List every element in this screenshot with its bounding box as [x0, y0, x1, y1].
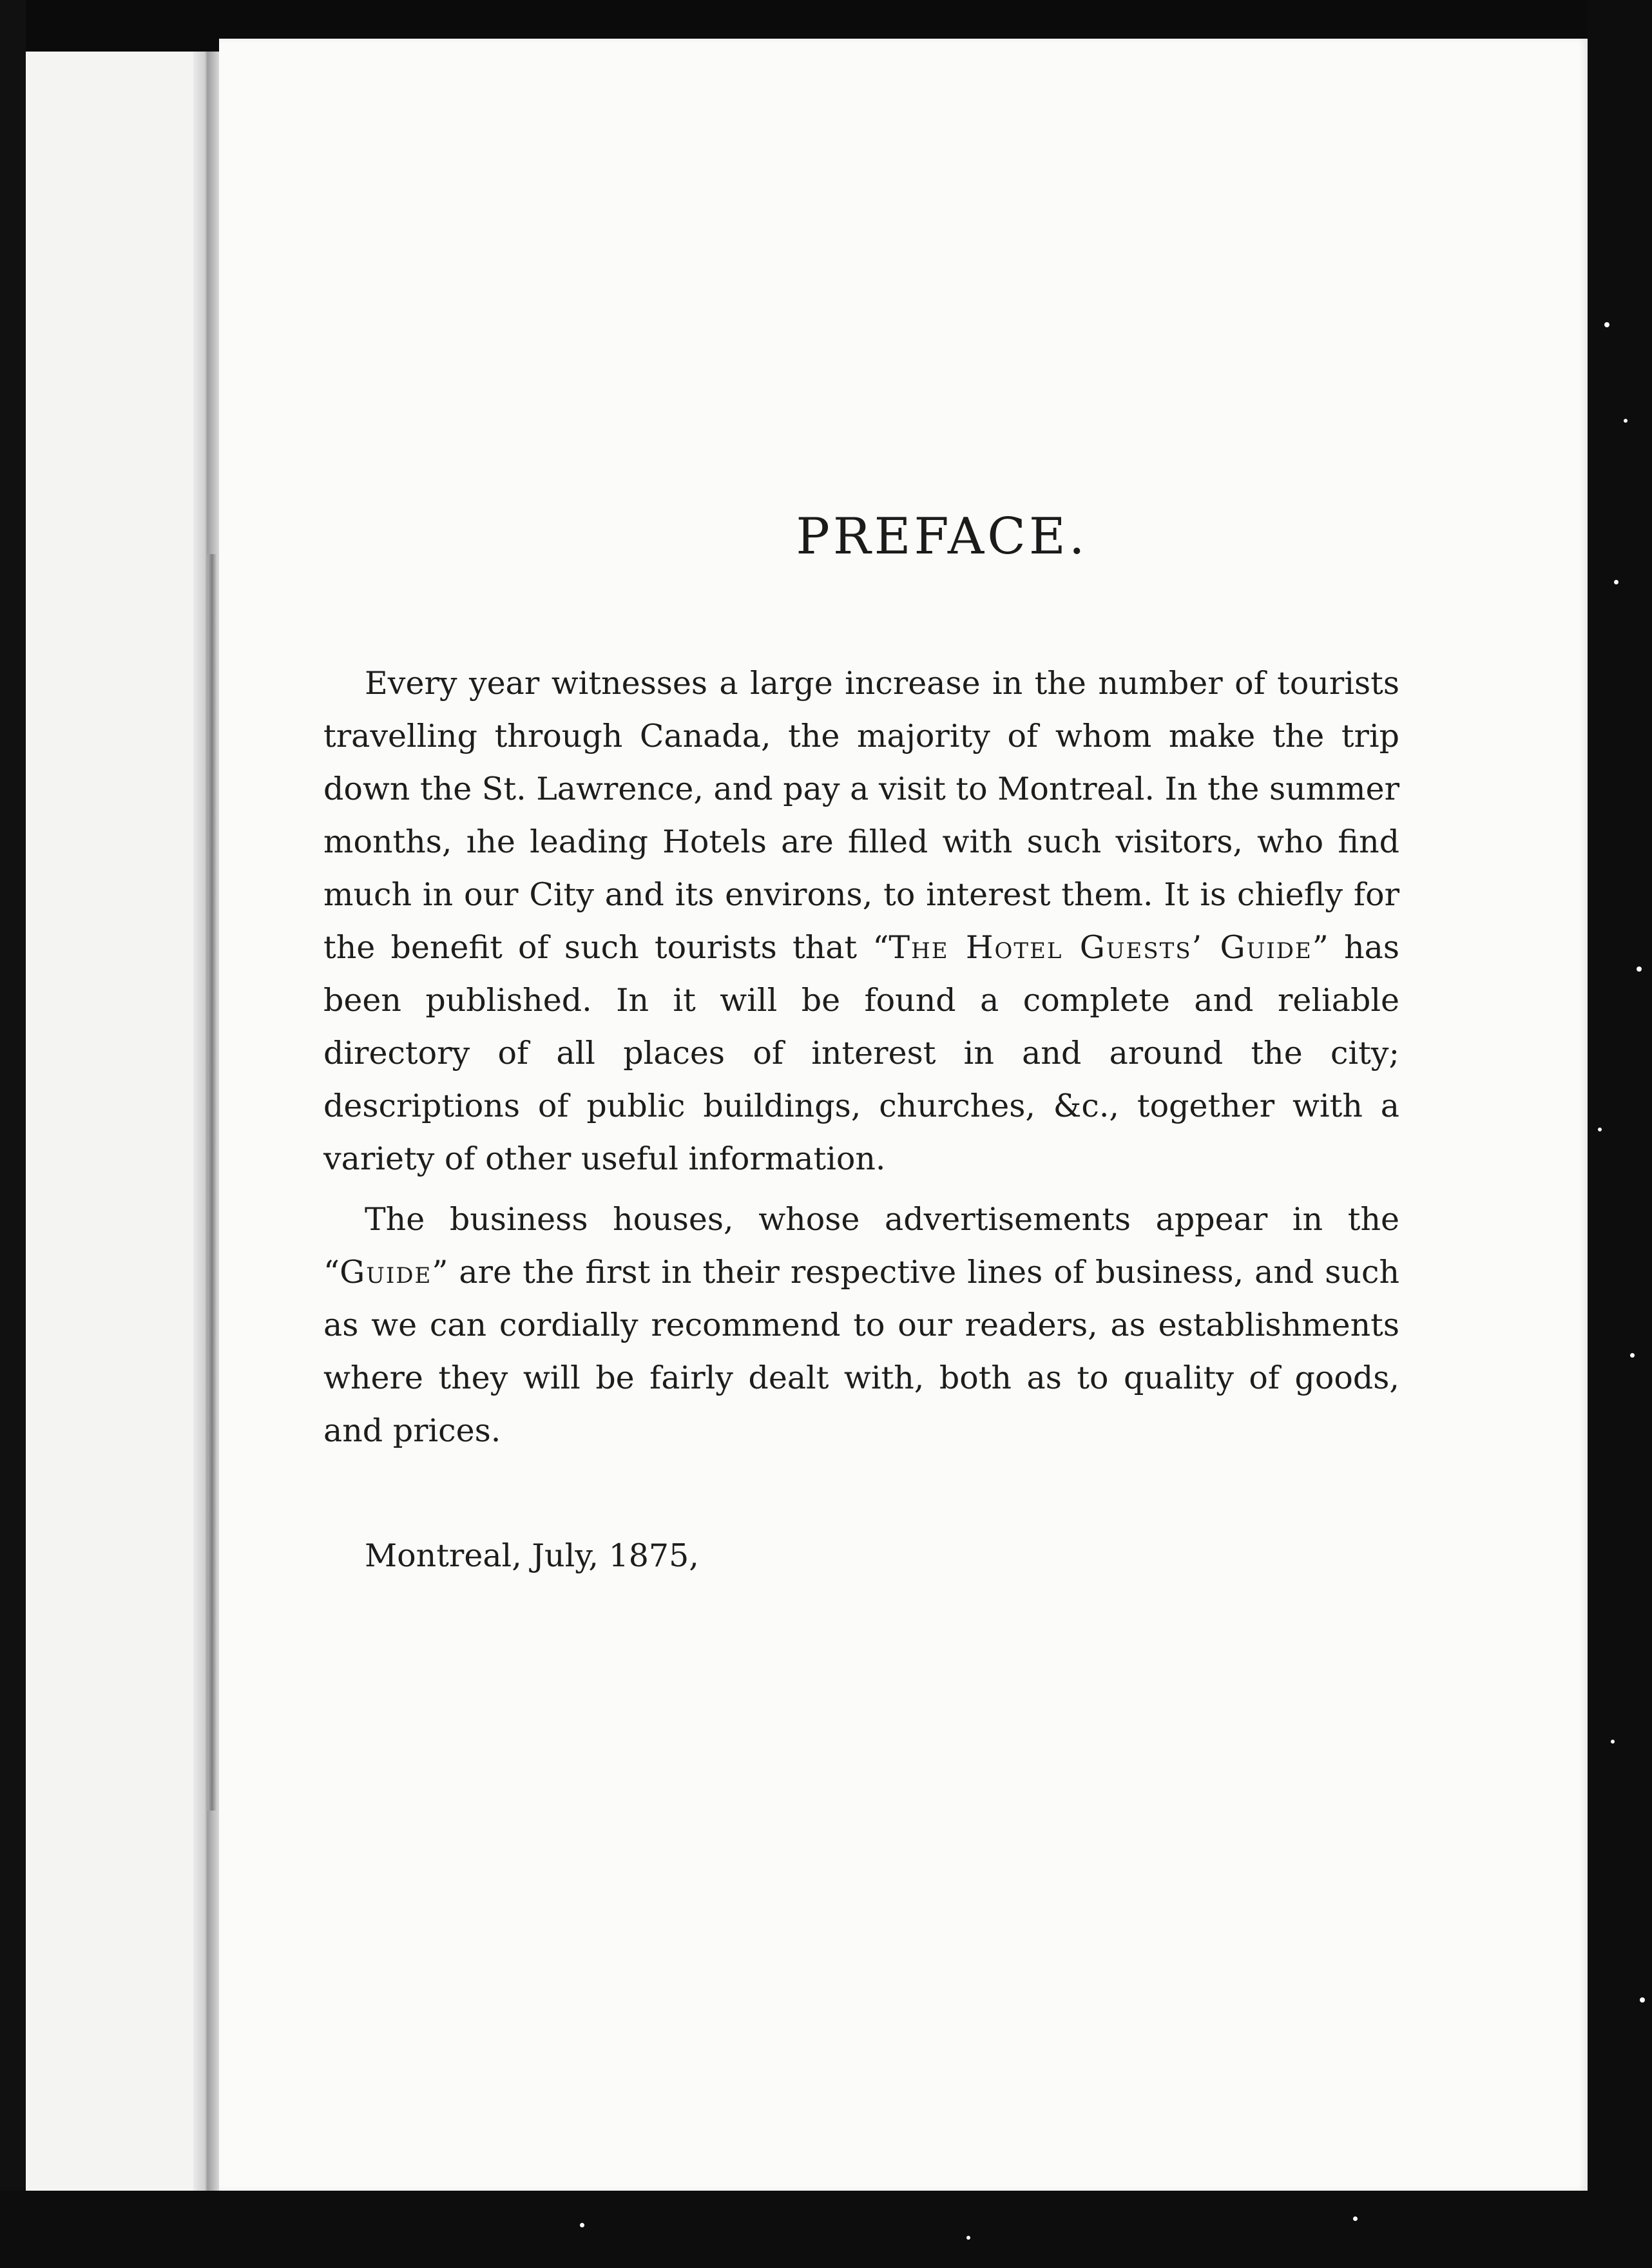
- scan-speck: [1640, 1997, 1645, 2003]
- scan-speck: [1598, 1128, 1602, 1131]
- paragraph-2-part-1: The business houses, whose advertisements appear in the “: [323, 1201, 1399, 1291]
- paragraph-1-part-2: ” has been published. In it will be found a complete and reliable directory of all places of interest in and around the city; descriptions of public buildings, churches, &c., together with a variety of other useful information.: [323, 929, 1399, 1177]
- scan-speck: [966, 2236, 970, 2240]
- guide-title: The Hotel Guests’ Guide: [888, 929, 1312, 966]
- dateline: Montreal, July, 1875,: [365, 1537, 699, 1574]
- paragraph-2: [323, 1193, 1399, 1457]
- scan-border-left: [0, 0, 26, 2268]
- paragraph-1: [323, 657, 1399, 1186]
- scan-speck: [1630, 1353, 1635, 1358]
- paragraph-1-part-1: Every year witnesses a large increase in the number of tourists travelling through Canada, the majority of whom make the trip down the St. Lawrence, and pay a visit to Montreal. In the summer months, ıhe leading Hotels are filled with such visitors, who find much in our City and its environs, to interest them. It is chiefly for the benefit of such tourists that “: [323, 665, 1399, 966]
- scan-speck: [1614, 580, 1618, 584]
- scan-speck: [1637, 966, 1642, 972]
- verso-page-edge: [26, 52, 219, 2216]
- scan-border-bottom: [0, 2191, 1652, 2268]
- document-page: [219, 39, 1588, 2191]
- fold-shadow: [207, 554, 216, 1811]
- body-text: [323, 657, 1399, 1465]
- scan-speck: [1624, 419, 1628, 423]
- scan-speck: [580, 2223, 584, 2227]
- paragraph-2-part-2: ” are the first in their respective lines of business, and such as we can cordially recommend to our readers, as establishments where they will be fairly dealt with, both as to quality of goods, and prices.: [323, 1254, 1399, 1449]
- scan-speck: [1611, 1740, 1615, 1744]
- scan-speck: [1604, 322, 1609, 327]
- guide-short-title: Guide: [340, 1254, 432, 1291]
- scan-speck: [1353, 2216, 1358, 2221]
- page-title: PREFACE.: [796, 508, 1088, 566]
- show-through-band: [219, 271, 1588, 316]
- scan-border-right: [1588, 0, 1652, 2268]
